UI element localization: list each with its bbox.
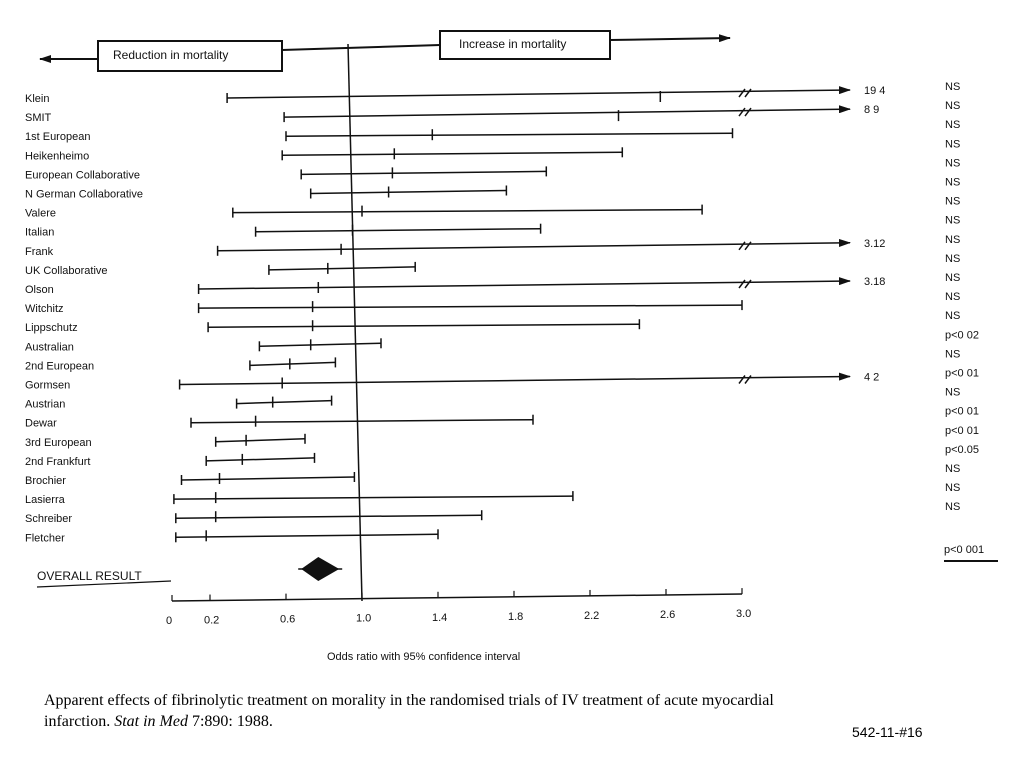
study-row — [216, 434, 305, 447]
study-row — [259, 338, 381, 351]
significance-label: p<0 01 — [945, 405, 979, 418]
header-connector — [282, 45, 440, 50]
upper-limit-label: 4 2 — [864, 371, 880, 384]
significance-label: NS — [945, 138, 961, 151]
significance-label: p<0 01 — [945, 367, 979, 380]
header-right-arrow — [610, 38, 730, 40]
study-row — [191, 415, 533, 428]
ci-line — [191, 420, 533, 423]
axis-break-mark — [745, 376, 751, 384]
ci-line — [237, 401, 332, 404]
ci-line — [182, 477, 355, 480]
study-label: Witchitz — [25, 303, 64, 316]
x-tick-label: 2.2 — [584, 609, 600, 622]
reference-line — [348, 44, 362, 601]
study-row — [233, 205, 702, 218]
axis-break-mark — [739, 108, 745, 116]
study-row — [182, 472, 355, 485]
axis-break-mark — [745, 108, 751, 116]
study-label: Lippschutz — [25, 322, 78, 335]
significance-label: NS — [945, 348, 961, 361]
ci-line — [284, 109, 850, 117]
significance-label: NS — [945, 100, 961, 113]
study-label: Brochier — [25, 475, 66, 487]
axis-break-mark — [745, 242, 751, 250]
study-label: Dewar — [25, 417, 57, 430]
study-row — [256, 224, 541, 237]
study-label: Schreiber — [25, 513, 73, 526]
ci-line — [218, 243, 850, 251]
study-label: Italian — [25, 226, 55, 239]
ci-line — [269, 267, 415, 270]
significance-label: p<0 01 — [945, 424, 979, 437]
x-tick-label: 1.0 — [356, 612, 372, 625]
study-row — [176, 529, 438, 542]
x-tick-label: 0.6 — [280, 613, 296, 626]
caption-journal: Stat in Med — [114, 713, 188, 730]
significance-label: NS — [945, 233, 961, 246]
study-label: Olson — [25, 284, 54, 296]
ci-line — [282, 152, 622, 155]
study-row — [218, 242, 850, 256]
overall-diamond — [301, 557, 339, 581]
study-row — [206, 453, 314, 466]
significance-label: NS — [945, 501, 961, 514]
study-row — [199, 280, 850, 294]
ci-line — [206, 458, 314, 461]
axis-break-mark — [745, 89, 751, 97]
x-tick-label: 0.2 — [204, 614, 220, 627]
study-label: SMIT — [25, 112, 52, 125]
study-label: Australian — [25, 341, 74, 354]
axis-break-mark — [739, 242, 745, 250]
significance-label: p<0.05 — [945, 443, 979, 456]
overall-significance-label: p<0 001 — [944, 544, 985, 556]
x-tick-label: 3.0 — [736, 608, 752, 621]
ci-line — [311, 191, 507, 194]
ci-line — [208, 324, 639, 327]
significance-label: NS — [945, 310, 961, 323]
figure-caption — [44, 690, 844, 732]
x-tick-label: 0 — [166, 615, 173, 627]
axis-break-mark — [739, 376, 745, 384]
upper-limit-label: 3.12 — [864, 237, 886, 250]
study-row — [301, 166, 546, 179]
ci-line — [256, 229, 541, 232]
caption-citation: 7:890: 1988. — [187, 713, 273, 730]
ci-line — [176, 534, 438, 537]
study-row — [282, 147, 622, 160]
ci-line — [233, 210, 702, 213]
study-label: Austrian — [25, 398, 66, 411]
study-label: 2nd European — [25, 360, 95, 373]
x-axis-label: Odds ratio with 95% confidence interval — [327, 651, 521, 663]
overall-label: OVERALL RESULT — [37, 569, 142, 583]
significance-label: NS — [945, 157, 961, 170]
header-left-label: Reduction in mortality — [113, 48, 229, 62]
ci-line — [286, 133, 733, 136]
study-row — [208, 319, 639, 332]
study-label: European Collaborative — [25, 169, 140, 182]
study-row — [180, 376, 850, 390]
study-label: 2nd Frankfurt — [25, 455, 91, 468]
upper-limit-label: 3.18 — [864, 276, 886, 288]
study-row — [176, 510, 482, 523]
study-row — [250, 357, 336, 370]
study-label: Valere — [25, 207, 56, 220]
significance-label: NS — [945, 272, 961, 284]
study-row — [269, 262, 415, 275]
ci-line — [259, 343, 381, 346]
ci-line — [176, 515, 482, 518]
slide-id: 542-11-#16 — [852, 724, 923, 740]
significance-label: NS — [945, 482, 961, 495]
x-tick-label: 1.4 — [432, 611, 448, 624]
axis-break-mark — [745, 280, 751, 288]
significance-label: NS — [945, 252, 961, 265]
upper-limit-label: 19 4 — [864, 85, 886, 97]
ci-line — [199, 281, 850, 289]
x-tick-label: 2.6 — [660, 609, 676, 622]
axis-break-mark — [739, 89, 745, 97]
study-label: 3rd European — [25, 436, 92, 449]
study-row — [199, 300, 742, 313]
study-label: Frank — [25, 245, 54, 258]
study-label: Klein — [25, 93, 50, 105]
study-label: UK Collaborative — [25, 264, 108, 277]
study-label: Lasierra — [25, 494, 65, 507]
study-row — [237, 396, 332, 409]
study-row — [311, 186, 507, 199]
study-label: Fletcher — [25, 532, 65, 545]
study-label: Heikenheimo — [25, 150, 90, 163]
significance-label: NS — [945, 81, 961, 93]
significance-label: NS — [945, 291, 961, 304]
ci-line — [301, 171, 546, 174]
axis-break-mark — [739, 280, 745, 288]
significance-label: NS — [945, 386, 961, 399]
study-row — [284, 108, 850, 122]
study-label: N German Collaborative — [25, 188, 143, 201]
study-row — [227, 89, 850, 103]
upper-limit-label: 8 9 — [864, 104, 880, 117]
study-row — [174, 491, 573, 504]
caption-text: Apparent effects of fibrinolytic treatment on morality in the randomised trials of IV treatment of acute myocardial infarction. — [44, 692, 774, 730]
ci-line — [250, 362, 336, 365]
x-axis-line — [172, 594, 742, 601]
x-tick-label: 1.8 — [508, 610, 524, 623]
significance-label: NS — [945, 463, 961, 475]
significance-label: NS — [945, 195, 961, 208]
significance-label: NS — [945, 176, 961, 189]
study-label: 1st European — [25, 131, 91, 144]
significance-label: NS — [945, 119, 961, 132]
ci-line — [227, 90, 850, 98]
header-right-label: Increase in mortality — [459, 37, 567, 51]
significance-label: NS — [945, 214, 961, 227]
significance-label: p<0 02 — [945, 329, 979, 342]
study-row — [286, 128, 733, 141]
study-label: Gormsen — [25, 379, 71, 392]
ci-line — [174, 496, 573, 499]
ci-line — [216, 439, 305, 442]
ci-line — [199, 305, 742, 308]
